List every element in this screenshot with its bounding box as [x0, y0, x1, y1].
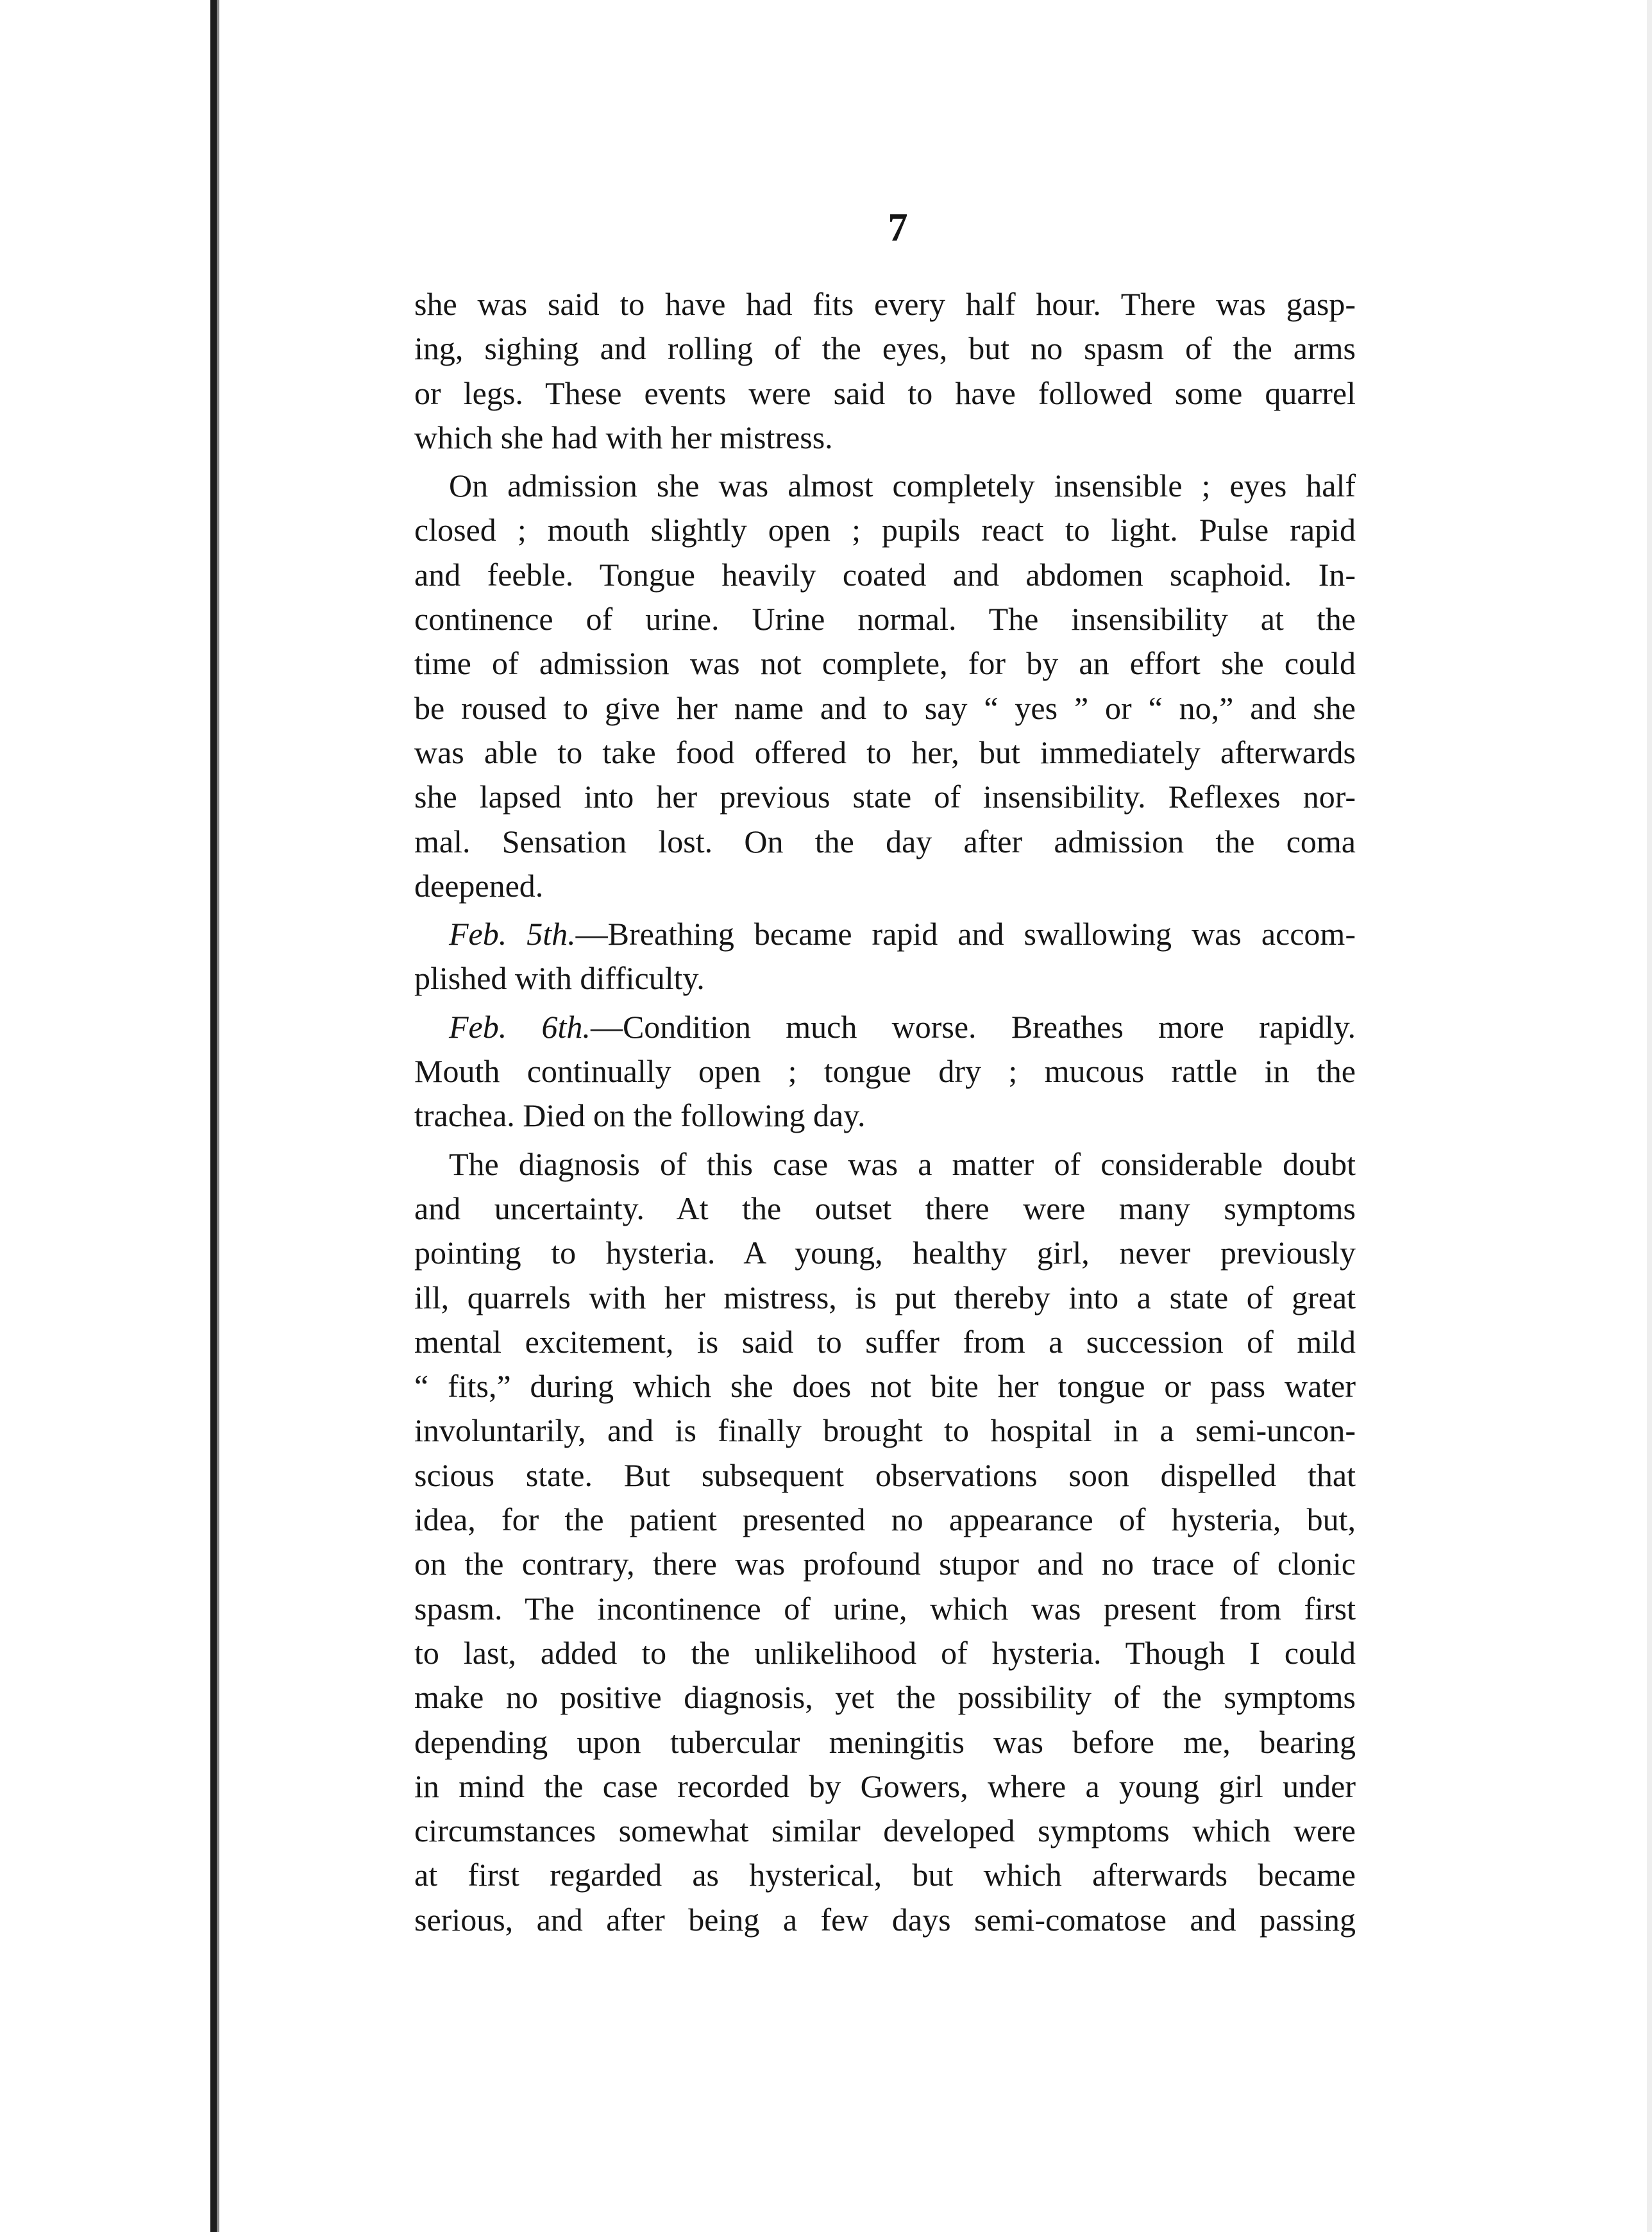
text-line: idea, for the patient presented no appearance of hysteria, but, [414, 1501, 1356, 1538]
text-line: and uncertainty. At the outset there were many symptoms [414, 1190, 1356, 1226]
text-line: deepened. [414, 867, 544, 904]
page-right-edge [1647, 0, 1652, 2232]
date-heading: Feb. 5th. [449, 916, 576, 952]
text-line: mal. Sensation lost. On the day after admission the coma [414, 823, 1356, 859]
text-line: involuntarily, and is finally brought to hospital in a semi-uncon- [414, 1412, 1356, 1449]
text-line: and feeble. Tongue heavily coated and abdomen scaphoid. In- [414, 556, 1356, 593]
text-line: closed ; mouth slightly open ; pupils react to light. Pulse rapid [414, 512, 1356, 548]
text-line: ing, sighing and rolling of the eyes, but no spasm of the arms [414, 330, 1356, 367]
text-line: be roused to give her name and to say “ yes ” or “ no,” and she [414, 689, 1356, 726]
page-number: 7 [888, 206, 908, 249]
paragraph [414, 1142, 1356, 1942]
text-line: Mouth continually open ; tongue dry ; mucous rattle in the [414, 1053, 1356, 1090]
text-line: in mind the case recorded by Gowers, where a young girl under [414, 1768, 1356, 1804]
text-line: The diagnosis of this case was a matter of considerable doubt [449, 1146, 1356, 1182]
text-line: plished with difficulty. [414, 960, 705, 997]
body-text [414, 282, 1356, 1942]
text-line: was able to take food offered to her, but immediately afterwards [414, 734, 1356, 770]
text-line: depending upon tubercular meningitis was before me, bearing [414, 1723, 1356, 1760]
text-line: she lapsed into her previous state of insensibility. Reflexes nor- [414, 779, 1356, 815]
text-line: she was said to have had fits every half hour. There was gasp- [414, 286, 1356, 322]
text-line: trachea. Died on the following day. [414, 1097, 866, 1134]
text-line: on the contrary, there was profound stupor and no trace of clonic [414, 1546, 1356, 1582]
text-line: pointing to hysteria. A young, healthy girl, never previously [414, 1235, 1356, 1271]
text-span: —Condition much worse. Breathes more rapidly. [590, 1008, 1356, 1045]
binding-edge [210, 0, 217, 2232]
text-line [414, 912, 1356, 956]
text-line: time of admission was not complete, for by an effort she could [414, 645, 1356, 682]
paragraph [414, 282, 1356, 460]
text-line: which she had with her mistress. [414, 419, 833, 455]
paragraph [414, 1005, 1356, 1138]
text-line: serious, and after being a few days semi-comatose and passing [414, 1901, 1356, 1938]
text-line: ill, quarrels with her mistress, is put thereby into a state of great [414, 1279, 1356, 1315]
text-line: or legs. These events were said to have followed some quarrel [414, 375, 1356, 411]
text-line: make no positive diagnosis, yet the possibility of the symptoms [414, 1679, 1356, 1716]
text-line: to last, added to the unlikelihood of hysteria. Though I could [414, 1634, 1356, 1671]
text-line: “ fits,” during which she does not bite her tongue or pass water [414, 1368, 1356, 1405]
text-line: mental excitement, is said to suffer from a succession of mild [414, 1323, 1356, 1360]
binding-shadow [217, 0, 219, 2232]
text-line: spasm. The incontinence of urine, which was present from first [414, 1590, 1356, 1627]
paragraph [414, 464, 1356, 908]
text-line: continence of urine. Urine normal. The insensibility at the [414, 601, 1356, 638]
text-line: at first regarded as hysterical, but which afterwards became [414, 1857, 1356, 1893]
text-line [414, 1005, 1356, 1049]
text-span: —Breathing became rapid and swallowing was accom- [575, 916, 1356, 952]
date-heading: Feb. 6th. [449, 1008, 591, 1045]
text-line: circumstances somewhat similar developed symptoms which were [414, 1813, 1356, 1849]
text-line: On admission she was almost completely insensible ; eyes half [449, 468, 1356, 504]
paragraph [414, 912, 1356, 1001]
text-line: scious state. But subsequent observations soon dispelled that [414, 1457, 1356, 1493]
